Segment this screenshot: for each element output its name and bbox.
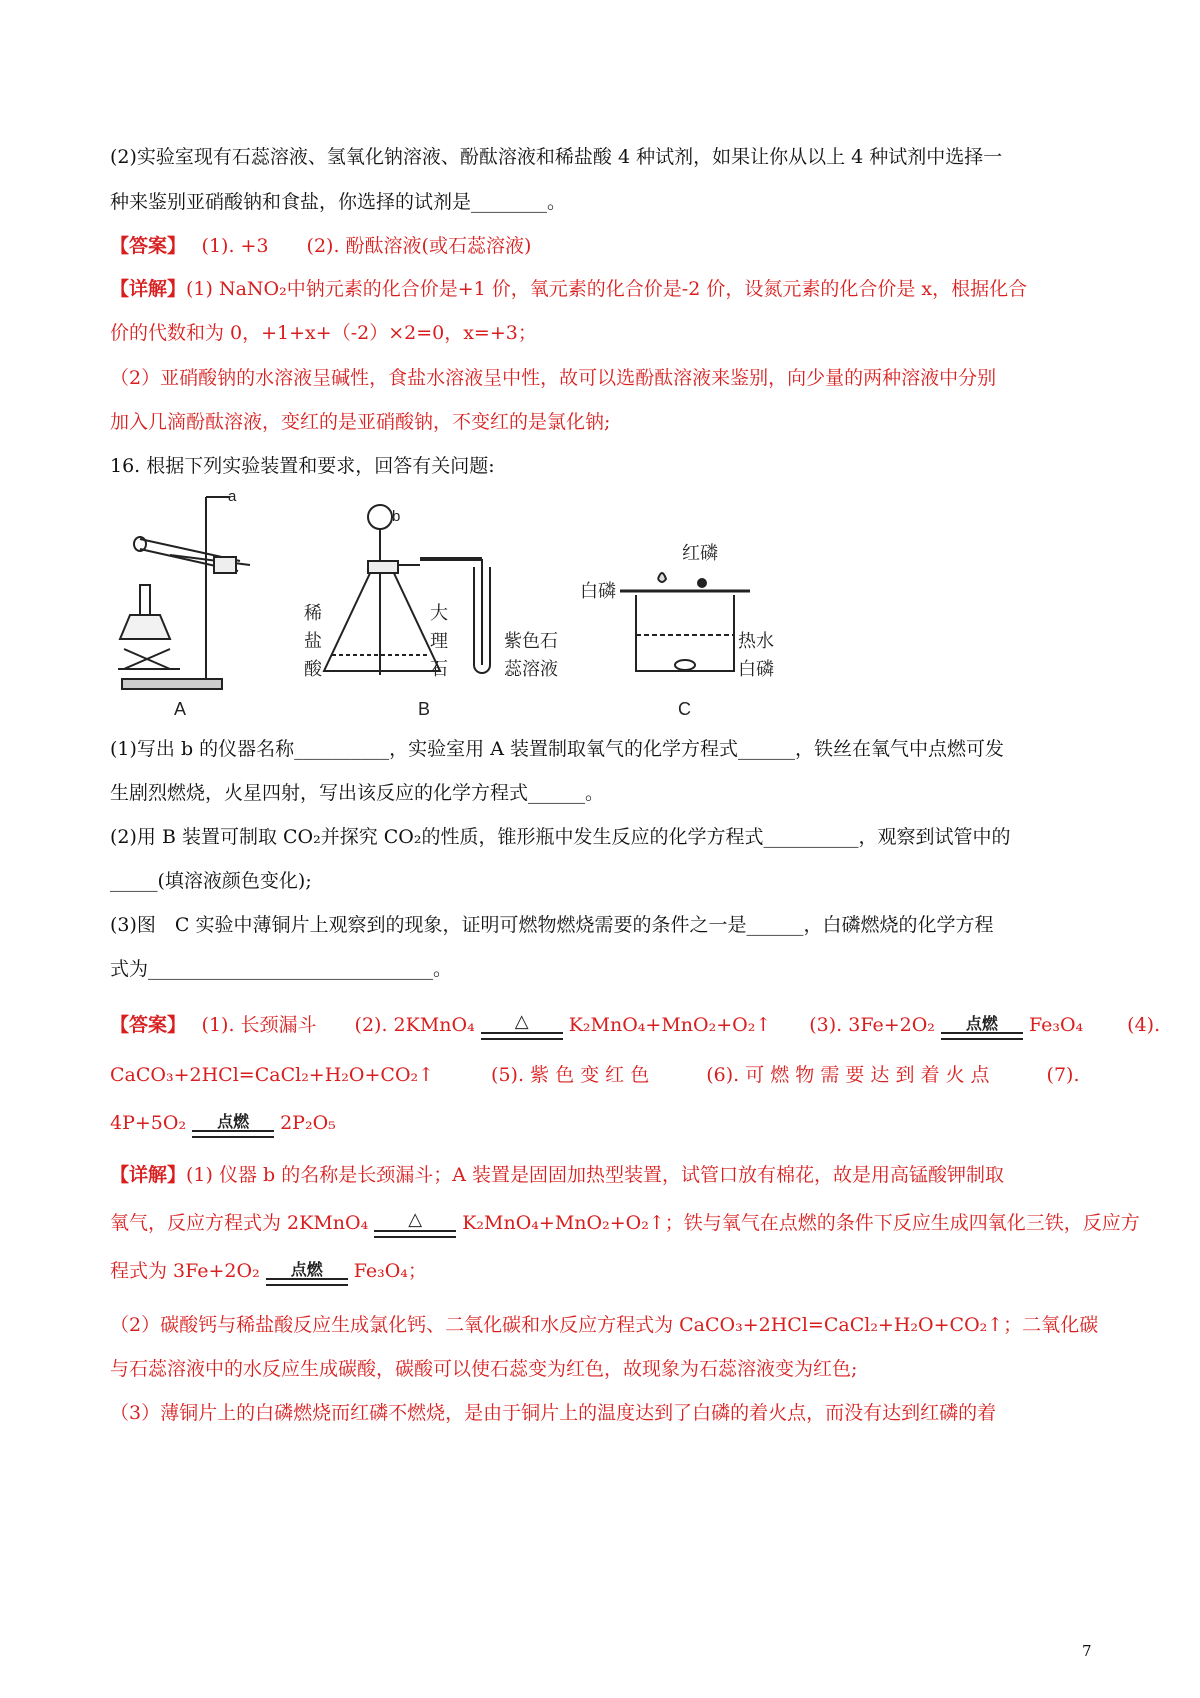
q15-detail-line1: [110, 276, 1027, 302]
q15-detail-line4: 加入几滴酚酞溶液，变红的是亚硝酸钠，不变红的是氯化钠;: [110, 411, 611, 433]
label-litmus-1: 紫色石: [504, 631, 558, 651]
ignite-label: 点燃: [217, 1112, 250, 1131]
heat-label: △: [408, 1209, 423, 1230]
q16-answer-line3: [110, 1110, 336, 1137]
answer-seg-5: 2P₂O₅: [280, 1112, 336, 1134]
detail-text: (1) NaNO₂中钠元素的化合价是+1 价，氧元素的化合价是-2 价，设氮元素的化合价是 x，根据化合: [186, 278, 1028, 300]
label-red-phosphorus: 红磷: [682, 543, 718, 563]
q16-title: 16. 根据下列实验装置和要求，回答有关问题:: [110, 455, 495, 477]
apparatus-c-beaker: [620, 573, 750, 671]
apparatus-b-flask: [324, 505, 490, 675]
label-apparatus-a: A: [174, 699, 187, 719]
detail-label: 【详解】: [110, 278, 187, 300]
q16-detail-line6: （3）薄铜片上的白磷燃烧而红磷不燃烧，是由于铜片上的温度达到了白磷的着火点，而没有达到红磷的着: [110, 1402, 997, 1424]
label-hot-water: 热水: [738, 631, 774, 651]
label-apparatus-c: C: [678, 699, 691, 719]
detail-text: (1) 仪器 b 的名称是长颈漏斗；A 装置是固固加热型装置，试管口放有棉花，故是用高锰酸钾制取: [186, 1164, 1004, 1186]
q15-text-line1: (2)实验室现有石蕊溶液、氢氧化钠溶液、酚酞溶液和稀盐酸 4 种试剂，如果让你从以上 4 种试剂中选择一: [110, 146, 1003, 168]
label-a: a: [228, 488, 237, 505]
q15-answer: [110, 233, 531, 259]
detail-seg: 氧气，反应方程式为 2KMnO₄: [110, 1212, 369, 1234]
q16-part1-line2: 生剧烈燃烧，火星四射，写出该反应的化学方程式______。: [110, 782, 605, 804]
label-marble-3: 石: [430, 659, 448, 679]
apparatus-a-iron-stand: [118, 497, 250, 689]
q16-detail-line5: 与石蕊溶液中的水反应生成碳酸，碳酸可以使石蕊变为红色，故现象为石蕊溶液变为红色;: [110, 1358, 858, 1380]
label-marble-2: 理: [430, 631, 448, 651]
detail-seg: K₂MnO₄+MnO₂+O₂↑；铁与氧气在点燃的条件下反应生成四氧化三铁，反应方: [462, 1212, 1140, 1234]
answer-label: 【答案】: [110, 1014, 177, 1036]
label-white-phosphorus-bottom: 白磷: [738, 659, 774, 679]
label-b: b: [392, 508, 401, 525]
label-apparatus-b: B: [418, 699, 431, 719]
q15-detail-line2: 价的代数和为 0，+1+x+（-2）×2=0，x=+3；: [110, 322, 537, 344]
q16-part3-line1: (3)图 C 实验中薄铜片上观察到的现象，证明可燃物燃烧需要的条件之一是______，白磷燃烧的化学方程: [110, 914, 994, 936]
ignite-label: 点燃: [290, 1260, 323, 1279]
answer-label: 【答案】: [110, 235, 177, 257]
q16-detail-line2: [110, 1210, 1140, 1237]
answer-seg-4: 4P+5O₂: [110, 1112, 187, 1134]
detail-seg: 程式为 3Fe+2O₂: [110, 1260, 260, 1282]
label-acid-2: 盐: [304, 631, 322, 651]
label-acid-1: 稀: [304, 603, 322, 623]
heat-label: △: [514, 1011, 529, 1032]
ignite-condition-symbol: [264, 1259, 350, 1285]
label-white-phosphorus-top: 白磷: [580, 581, 616, 601]
label-litmus-2: 蕊溶液: [504, 659, 558, 679]
answer-text: (1). +3 (2). 酚酞溶液(或石蕊溶液): [176, 235, 532, 257]
page-number: 7: [1082, 1642, 1092, 1660]
detail-seg: Fe₃O₄；: [353, 1260, 427, 1282]
ignite-label: 点燃: [965, 1014, 998, 1033]
q16-detail-line3: [110, 1258, 427, 1285]
heat-condition-symbol: [479, 1013, 565, 1039]
q16-part1-line1: (1)写出 b 的仪器名称__________，实验室用 A 装置制取氧气的化学方程式______，铁丝在氧气中点燃可发: [110, 738, 1004, 760]
q16-detail-line4: （2）碳酸钙与稀盐酸反应生成氯化钙、二氧化碳和水反应方程式为 CaCO₃+2HCl=CaCl₂+H₂O+CO₂↑；二氧化碳: [110, 1314, 1099, 1336]
label-acid-3: 酸: [304, 659, 322, 679]
q16-detail-line1: [110, 1162, 1004, 1188]
answer-seg-2: K₂MnO₄+MnO₂+O₂↑ (3). 3Fe+2O₂: [568, 1014, 935, 1036]
ignite-condition-symbol: [190, 1111, 276, 1137]
q16-part3-line2: 式为______________________________。: [110, 958, 453, 980]
q16-part2-line1: (2)用 B 装置可制取 CO₂并探究 CO₂的性质，锥形瓶中发生反应的化学方程式__________，观察到试管中的: [110, 826, 1011, 848]
q16-part2-line2: _____(填溶液颜色变化);: [110, 870, 312, 892]
q16-answer-line2: CaCO₃+2HCl=CaCl₂+H₂O+CO₂↑ (5). 紫 色 变 红 色 (6). 可 燃 物 需 要 达 到 着 火 点 (7).: [110, 1064, 1080, 1086]
q16-answer-line1: [110, 1012, 1160, 1039]
detail-label: 【详解】: [110, 1164, 187, 1186]
ignite-condition-symbol: [939, 1013, 1025, 1039]
answer-seg-3: Fe₃O₄ (4).: [1028, 1014, 1161, 1036]
answer-seg-1: (1). 长颈漏斗 (2). 2KMnO₄: [176, 1014, 475, 1036]
heat-condition-symbol: [372, 1211, 458, 1237]
q15-text-line2: 种来鉴别亚硝酸钠和食盐，你选择的试剂是________。: [110, 191, 567, 213]
q15-detail-line3: （2）亚硝酸钠的水溶液呈碱性，食盐水溶液呈中性，故可以选酚酞溶液来鉴别，向少量的两种溶液中分别: [110, 367, 997, 389]
label-marble-1: 大: [430, 603, 448, 623]
